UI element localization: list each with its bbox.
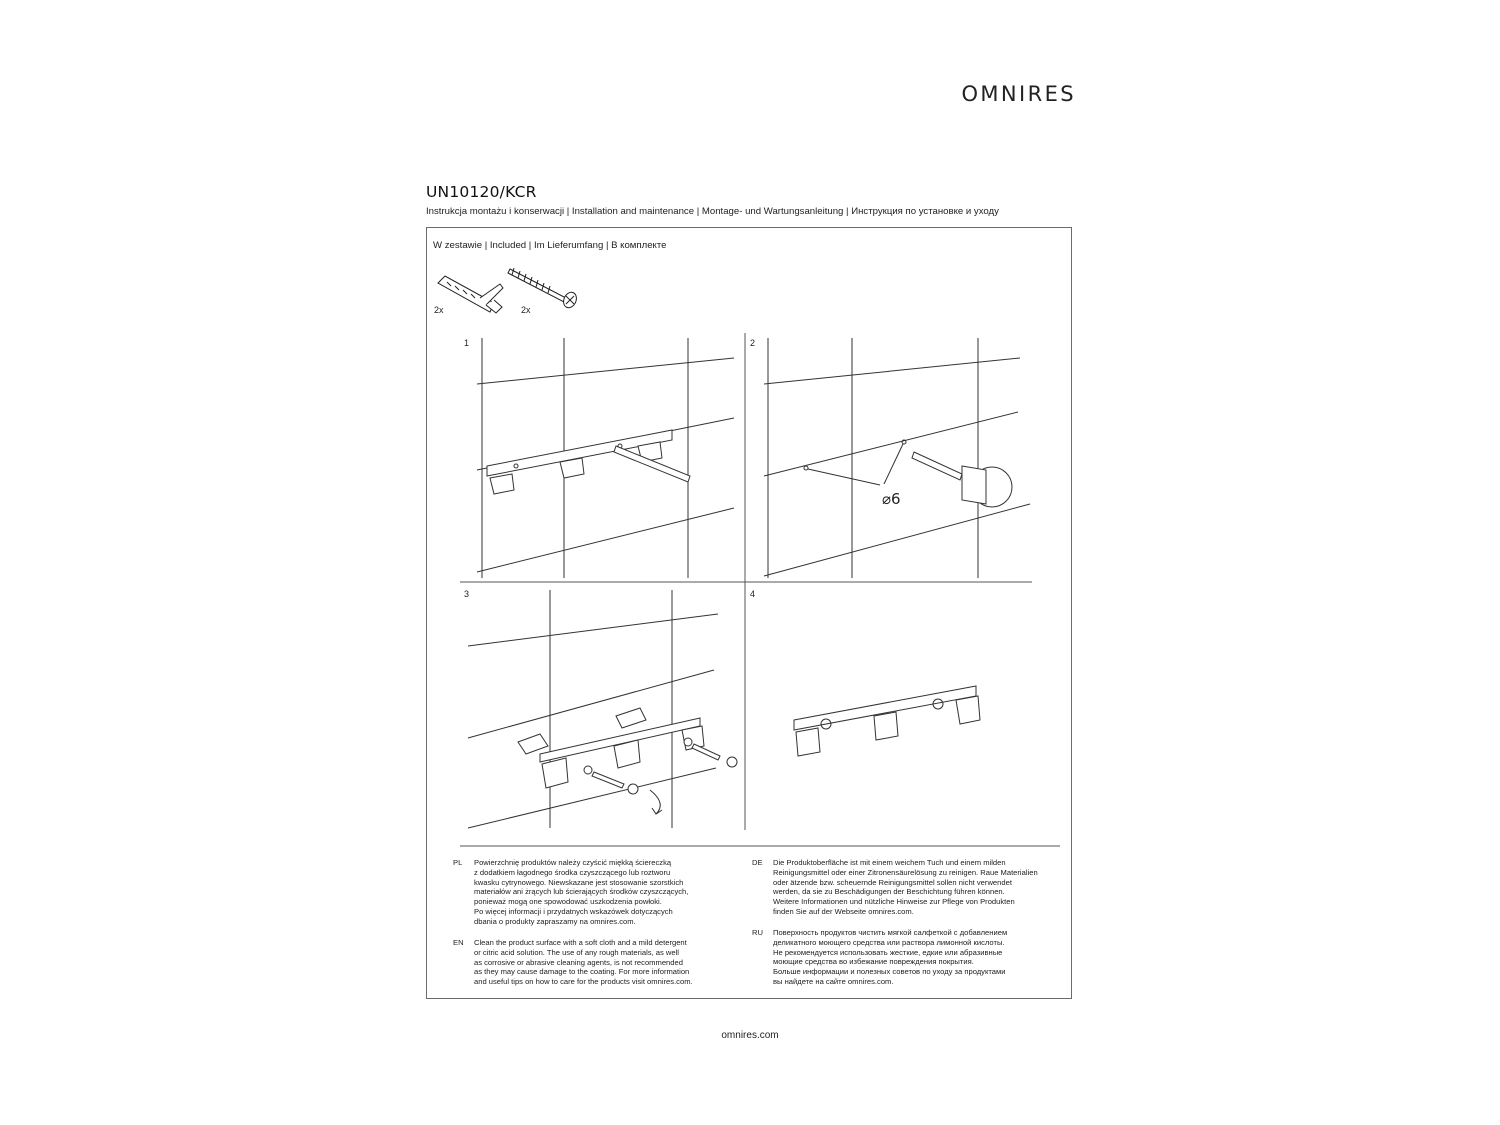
care-de-lang: DE <box>752 858 763 867</box>
care-ru-lang: RU <box>752 928 763 937</box>
brand-logo: OMNIRES <box>961 82 1076 106</box>
care-en-lang: EN <box>453 938 464 947</box>
wall-plug-icon <box>438 276 503 313</box>
step-1-number: 1 <box>464 338 470 348</box>
screw-qty: 2x <box>521 305 531 315</box>
drill-diameter-label: ⌀6 <box>882 490 901 508</box>
care-en-text: Clean the product surface with a soft cloth and a mild detergent or citric acid solution. The use of any rough materials, as well as corrosive or abrasive cleaning agents, is not recommended as they may cause damage to the coating. For more information and useful tips on how to care for the products visit omnires.com. <box>474 938 693 987</box>
care-pl-lang: PL <box>453 858 463 867</box>
document-subtitle: Instrukcja montażu i konserwacji | Installation and maintenance | Montage- und Wartungsanleitung | Инструкция по установке и уходу <box>426 206 999 217</box>
model-number: UN10120/KCR <box>426 183 537 201</box>
step-2-illustration <box>764 338 1030 578</box>
care-de-text: Die Produktoberfläche ist mit einem weichem Tuch und einem milden Reinigungsmittel oder einer Zitronensäurelösung zu reinigen. Raue Materialien oder ätzende bzw. scheuernde Reinigungsmittel sollen nicht verwendet werden, da sie zu Beschädigungen der Beschichtung führen können. Weitere Informationen und nützliche Hinweise zur Pflege von Produkten finden Sie auf der Webseite omnires.com. <box>773 858 1038 916</box>
included-label: W zestawie | Included | Im Lieferumfang | В комплекте <box>433 240 667 251</box>
step-4-number: 4 <box>750 589 756 599</box>
step-1-illustration <box>477 338 734 578</box>
care-pl-text: Powierzchnię produktów należy czyścić miękką ściereczką z dodatkiem łagodnego środka czyszczącego lub roztworu kwasku cytrynowego. Niewskazane jest stosowanie szorstkich materiałów ani żrących lub ścierających środków czyszczących, ponieważ mogą one spowodować uszkodzenia powłoki. Po więcej informacji i przydatnych wskazówek dotyczących dbania o produkty zapraszamy na omnires.com. <box>474 858 689 926</box>
step-3-illustration <box>468 590 737 828</box>
step-2-number: 2 <box>750 338 756 348</box>
screw-icon <box>508 268 579 310</box>
footer-url: omnires.com <box>721 1030 779 1041</box>
care-ru-text: Поверхность продуктов чистить мягкой салфеткой с добавлением деликатного моющего средства или раствора лимонной кислоты. Не рекомендуется использовать жесткие, едкие или абразивные моющие средства во избежание повреждения покрытия. Больше информации и полезных советов по уходу за продуктами вы найдете на сайте omnires.com. <box>773 928 1008 986</box>
wall-plug-qty: 2x <box>434 305 444 315</box>
step-3-number: 3 <box>464 589 470 599</box>
step-4-illustration <box>794 686 980 756</box>
